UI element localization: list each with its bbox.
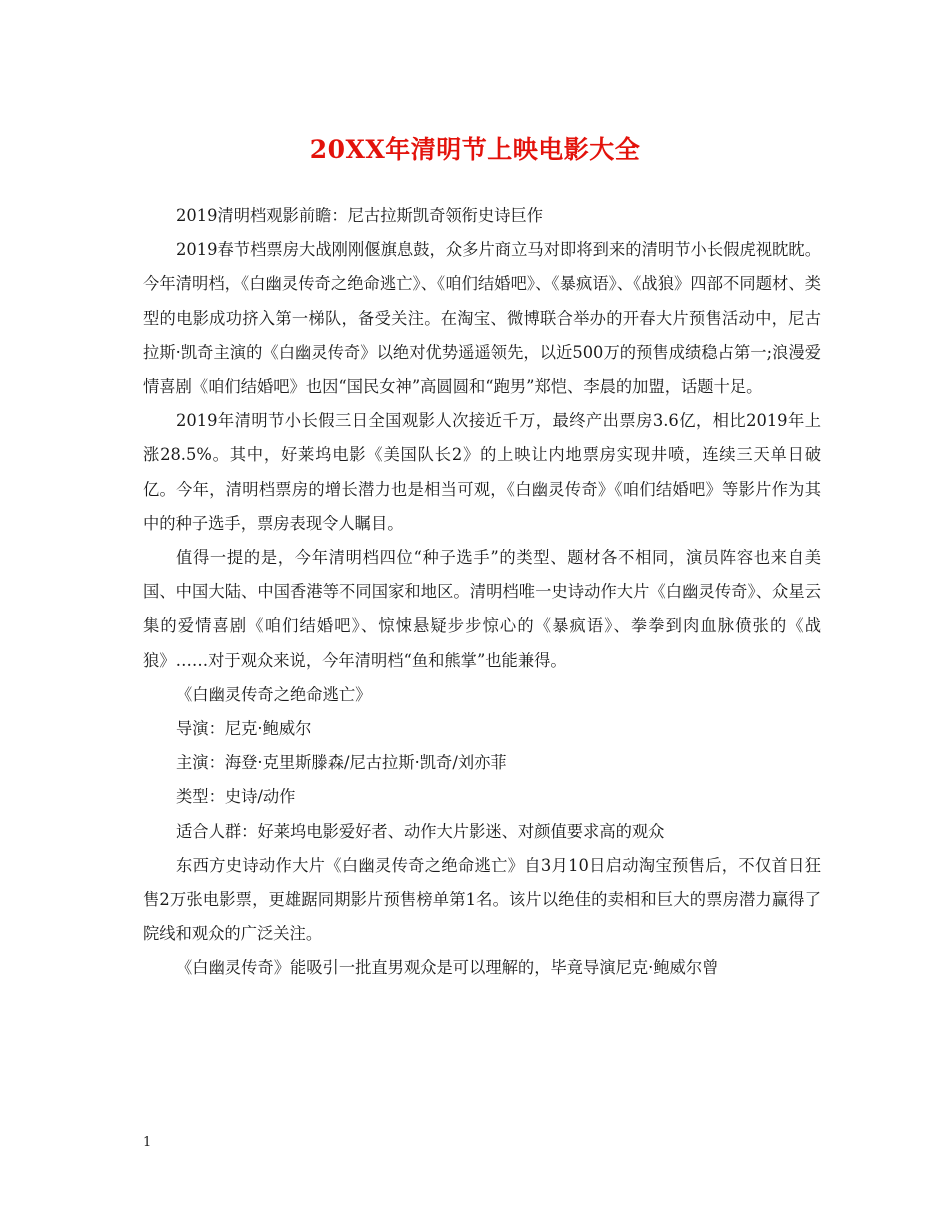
movie-audience: 适合人群：好莱坞电影爱好者、动作大片影迷、对颜值要求高的观众 [176,821,665,841]
document-title: 20XX年清明节上映电影大全 [309,135,641,164]
movie-director: 导演：尼克·鲍威尔 [176,719,312,739]
paragraph: 2019年清明节小长假三日全国观影人次接近千万，最终产出票房3.6亿，相比2019年上涨28.5%。其中，好莱坞电影《美国队长2》的上映让内地票房实现井喷，连续三天单日破亿。今年，清明档票房的增长潜力也是相当可观，《白幽灵传奇》《咱们结婚吧》等影片作为其中的种子选手，票房表现令人瞩目。 [143,411,821,533]
paragraph: 《白幽灵传奇》能吸引一批直男观众是可以理解的，毕竟导演尼克·鲍威尔曾 [176,958,719,978]
paragraph: 值得一提的是，今年清明档四位“种子选手”的类型、题材各不相同，演员阵容也来自美国、中国大陆、中国香港等不同国家和地区。清明档唯一史诗动作大片《白幽灵传奇》、众星云集的爱情喜剧《咱们结婚吧》、惊悚悬疑步步惊心的《暴疯语》、拳拳到肉血脉偾张的《战狼》……对于观众来说，今年清明档“鱼和熊掌”也能兼得。 [143,548,821,670]
movie-cast: 主演：海登·克里斯滕森/尼古拉斯·凯奇/刘亦菲 [176,753,507,773]
document-body [143,199,821,986]
movie-genre: 类型：史诗/动作 [176,787,296,807]
paragraph: 2019春节档票房大战刚刚偃旗息鼓，众多片商立马对即将到来的清明节小长假虎视眈眈。今年清明档，《白幽灵传奇之绝命逃亡》、《咱们结婚吧》、《暴疯语》、《战狼》四部不同题材、类型的电影成功挤入第一梯队，备受关注。在淘宝、微博联合举办的开春大片预售活动中，尼古拉斯·凯奇主演的《白幽灵传奇》以绝对优势遥遥领先，以近500万的预售成绩稳占第一;浪漫爱情喜剧《咱们结婚吧》也因“国民女神”高圆圆和“跑男”郑恺、李晨的加盟，话题十足。 [143,240,821,397]
page-number: 1 [143,1135,152,1150]
paragraph-subtitle: 2019清明档观影前瞻：尼古拉斯凯奇领衔史诗巨作 [176,206,544,225]
paragraph: 东西方史诗动作大片《白幽灵传奇之绝命逃亡》自3月10日启动淘宝预售后，不仅首日狂售2万张电影票，更雄踞同期影片预售榜单第1名。该片以绝佳的卖相和巨大的票房潜力赢得了院线和观众的广泛关注。 [143,855,821,944]
movie-title: 《白幽灵传奇之绝命逃亡》 [176,684,372,704]
